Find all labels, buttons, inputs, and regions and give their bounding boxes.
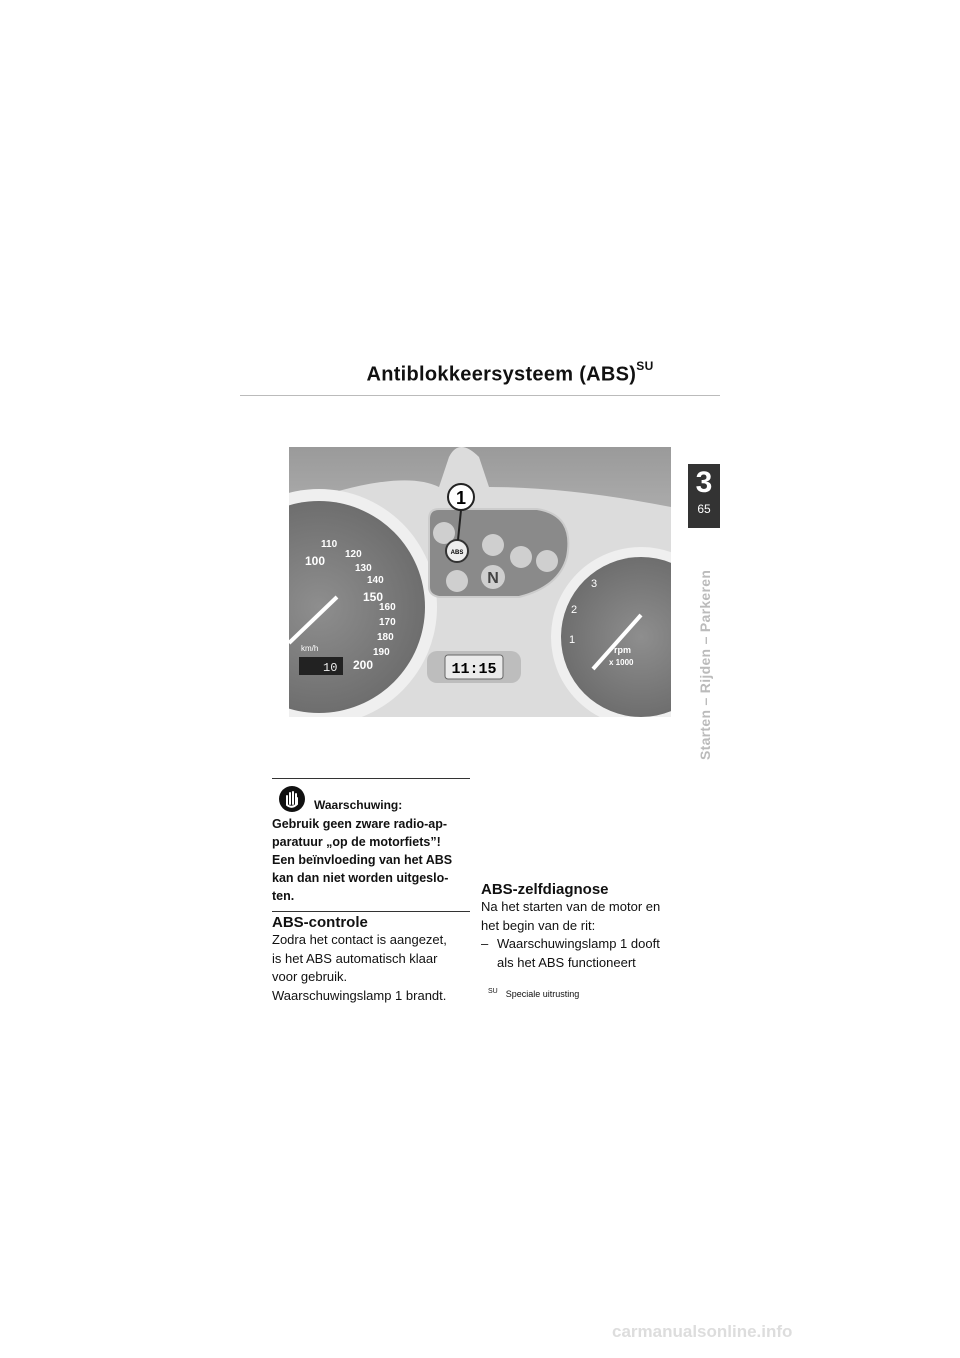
paragraph-line: is het ABS automatisch klaar — [272, 950, 438, 966]
warning-line: paratuur „op de motorfiets”! — [272, 835, 441, 849]
speedo-tick-130: 130 — [355, 563, 372, 574]
speedo-tick-160: 160 — [379, 602, 396, 613]
rev-tick-2: 2 — [571, 604, 578, 616]
paragraph-line: Zodra het contact is aangezet, — [272, 932, 447, 947]
speed-unit: km/h — [301, 644, 319, 653]
list-line: Waarschuwingslamp 1 dooft — [497, 936, 660, 951]
warning-line: kan dan niet worden uitgeslo- — [272, 871, 449, 885]
rev-unit: rpm — [614, 645, 632, 655]
speedo-tick-170: 170 — [379, 617, 396, 628]
warning-line: ten. — [272, 889, 295, 903]
abs-controle-section — [272, 914, 472, 1005]
warning-line: Gebruik geen zware radio-ap- — [272, 817, 448, 831]
abs-lamp-label: ABS — [450, 550, 464, 556]
odometer: 10 — [323, 661, 338, 675]
speedo-tick-100: 100 — [305, 554, 326, 568]
fuel-icon — [446, 570, 468, 592]
footnote-sup: SU — [488, 988, 498, 995]
rev-multiplier: x 1000 — [609, 658, 634, 667]
section-heading: ABS-zelfdiagnose — [481, 881, 609, 898]
list-dash: – — [481, 936, 489, 951]
footnote — [488, 988, 579, 999]
instrument-cluster-photo — [289, 447, 671, 717]
warning-box — [272, 778, 470, 912]
headlight-icon — [482, 534, 504, 556]
rev-tick-1: 1 — [569, 634, 576, 646]
callout-number: 1 — [455, 488, 467, 508]
warning-text — [272, 815, 470, 905]
oil-pressure-icon — [510, 546, 532, 568]
footnote-text: Speciale uitrusting — [505, 989, 580, 999]
speedo-tick-190: 190 — [373, 647, 390, 658]
list-item — [481, 935, 681, 972]
clock-display: 11:15 — [451, 661, 497, 678]
speedo-tick-140: 140 — [367, 575, 384, 586]
paragraph-line: het begin van de rit: — [481, 917, 596, 933]
abs-zelfdiagnose-section — [481, 881, 681, 972]
speedo-tick-150: 150 — [363, 590, 384, 604]
speedo-tick-180: 180 — [377, 632, 394, 643]
warning-line: Een beïnvloeding van het ABS — [272, 853, 453, 867]
hand-stop-icon — [278, 785, 306, 813]
page-number: 65 — [697, 502, 711, 516]
page-title: Antiblokkeersysteem (ABS)$^{SU}$ — [366, 359, 654, 386]
neutral-label: N — [487, 570, 499, 587]
speedo-tick-120: 120 — [345, 549, 362, 560]
side-label: Starten – Rijden – Parkeren — [697, 569, 713, 760]
paragraph-line: voor gebruik. — [272, 969, 348, 984]
watermark: carmanualsonline.info — [612, 1322, 793, 1341]
list-line: als het ABS functioneert — [497, 954, 636, 970]
coolant-temp-icon — [536, 550, 558, 572]
speedo-tick-110: 110 — [321, 539, 338, 550]
rev-tick-3: 3 — [591, 578, 598, 590]
title-rule — [240, 395, 720, 396]
warning-heading: Waarschuwing: — [314, 798, 403, 812]
chapter-tab — [688, 464, 720, 528]
section-heading: ABS-controle — [272, 914, 368, 931]
title-superscript: SU — [636, 359, 654, 373]
paragraph-line: Waarschuwingslamp 1 brandt. — [272, 987, 447, 1003]
chapter-number: 3 — [695, 466, 713, 499]
paragraph-line: Na het starten van de motor en — [481, 899, 661, 914]
speedo-tick-200: 200 — [353, 658, 374, 672]
